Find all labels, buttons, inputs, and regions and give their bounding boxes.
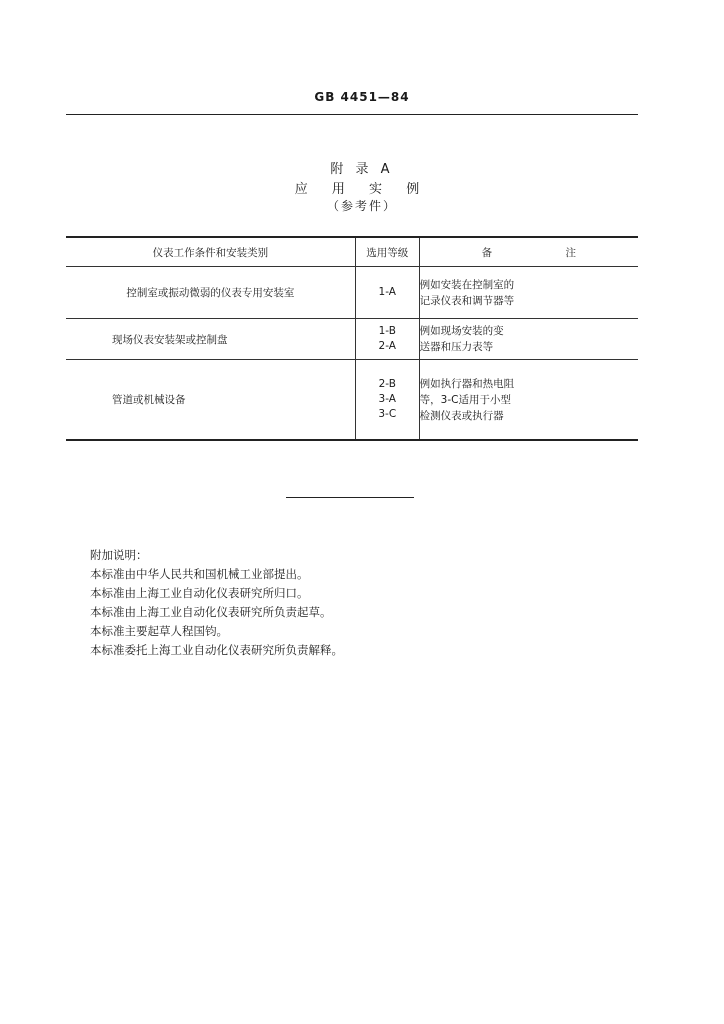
header-grade: 选用等级	[355, 237, 419, 267]
table-row	[66, 360, 638, 441]
grade-value: 1-B	[378, 325, 396, 337]
table-row	[66, 319, 638, 360]
addendum-line: 本标准委托上海工业自动化仪表研究所负责解释。	[90, 643, 343, 657]
grade-value: 3-C	[378, 408, 397, 420]
table-header-row	[66, 237, 638, 267]
end-rule	[286, 497, 414, 498]
remark-line: 例如现场安装的变	[419, 325, 504, 337]
header-condition: 仪表工作条件和安装类别	[66, 237, 355, 267]
row-remarks	[419, 360, 638, 441]
remark-line: 检测仪表或执行器	[419, 409, 504, 422]
application-table	[66, 236, 638, 441]
table-row	[66, 267, 638, 319]
remark-line: 例如安装在控制室的	[419, 278, 515, 291]
row-grades	[355, 267, 419, 319]
remark-line: 记录仪表和调节器等	[419, 294, 515, 307]
addendum-heading: 附加说明：	[90, 548, 148, 562]
header-remarks	[419, 237, 638, 267]
row-condition	[66, 360, 355, 441]
row-remarks	[419, 267, 638, 319]
remark-line: 送器和压力表等	[419, 341, 494, 353]
grade-value: 2-A	[378, 340, 396, 352]
row-condition-text: 现场仪表安装架或控制盘	[112, 333, 228, 346]
row-grades	[355, 319, 419, 360]
addendum-line: 本标准由上海工业自动化仪表研究所归口。	[90, 586, 309, 600]
addendum-line: 本标准由中华人民共和国机械工业部提出。	[90, 567, 309, 581]
row-grades	[355, 360, 419, 441]
row-remarks	[419, 319, 638, 360]
addendum	[90, 546, 343, 660]
header-rule	[66, 114, 638, 115]
grade-value: 3-A	[378, 393, 396, 405]
addendum-line: 本标准由上海工业自动化仪表研究所负责起草。	[90, 605, 332, 619]
appendix-note: （参考件）	[326, 199, 397, 213]
appendix-title: 附 录 A	[330, 162, 394, 177]
appendix-subtitle: 应 用 实 例	[294, 182, 430, 197]
grade-value: 1-A	[378, 286, 396, 298]
header-remarks-label: 备 注	[481, 246, 576, 259]
remark-line: 例如执行器和热电阻	[419, 377, 515, 390]
addendum-line: 本标准主要起草人程国钧。	[90, 624, 228, 638]
row-condition	[66, 319, 355, 360]
row-condition: 控制室或振动微弱的仪表专用安装室	[66, 267, 355, 319]
remark-line: 等，3-C适用于小型	[419, 393, 511, 406]
grade-value: 2-B	[378, 378, 396, 390]
standard-number-header: GB 4451—84	[314, 90, 410, 104]
row-condition-text: 管道或机械设备	[112, 394, 186, 406]
